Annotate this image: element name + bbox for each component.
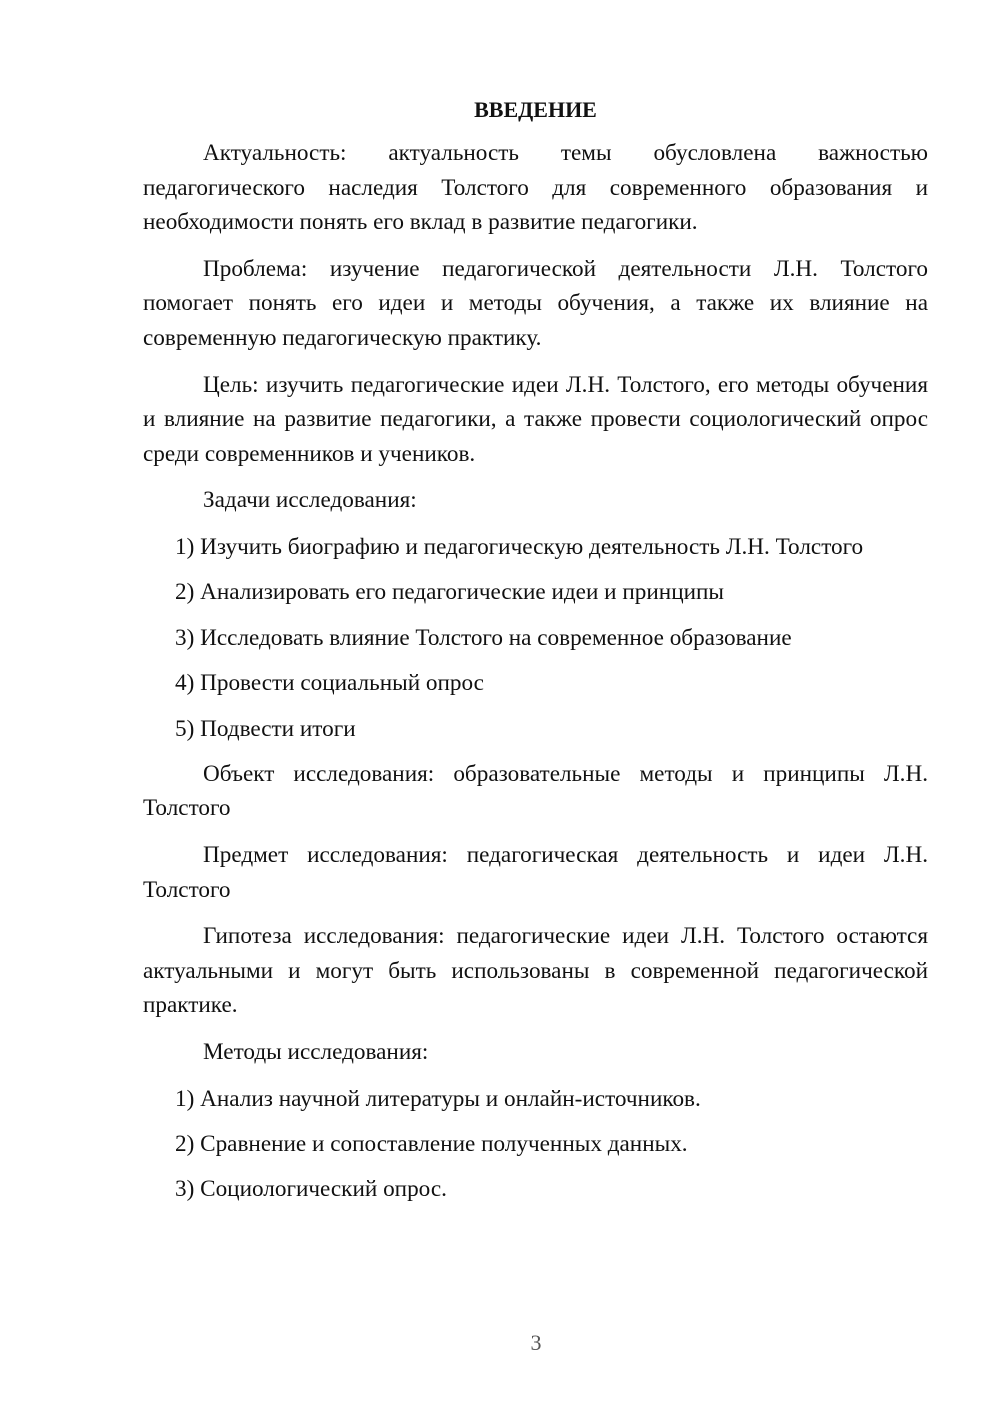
document-page bbox=[143, 92, 928, 1218]
methods-heading: Методы исследования: bbox=[203, 1039, 429, 1066]
hypothesis-paragraph: Гипотеза исследования: педагогические идеи Л.Н. Толстого остаются актуальными и могут быть использованы в современной педагогической практике. bbox=[143, 923, 928, 1019]
task-item: 1) Изучить биографию и педагогическую деятельность Л.Н. Толстого bbox=[175, 533, 864, 560]
subject-paragraph: Предмет исследования: педагогическая деятельность и идеи Л.Н. Толстого bbox=[143, 842, 928, 903]
method-item: 2) Сравнение и сопоставление полученных данных. bbox=[175, 1131, 688, 1158]
task-item: 3) Исследовать влияние Толстого на современное образование bbox=[175, 624, 792, 651]
object-paragraph: Объект исследования: образовательные методы и принципы Л.Н. Толстого bbox=[143, 760, 928, 822]
tasks-list bbox=[143, 530, 928, 746]
method-item: 3) Социологический опрос. bbox=[175, 1176, 447, 1203]
relevance-paragraph: Актуальность: актуальность темы обусловлена важностью педагогического наследия Толстого для современного образования и необходимости понять его вклад в развитие педагогики. bbox=[143, 140, 928, 236]
tasks-heading: Задачи исследования: bbox=[203, 487, 417, 514]
task-item: 2) Анализировать его педагогические идеи и принципы bbox=[175, 579, 725, 606]
methods-list bbox=[143, 1082, 928, 1207]
task-item: 4) Провести социальный опрос bbox=[175, 670, 484, 697]
section-title: ВВЕДЕНИЕ bbox=[474, 97, 597, 122]
method-item: 1) Анализ научной литературы и онлайн-источников. bbox=[175, 1085, 701, 1112]
goal-paragraph: Цель: изучить педагогические идеи Л.Н. Толстого, его методы обучения и влияние на развитие педагогики, а также провести социологический опрос среди современников и учеников. bbox=[143, 371, 928, 467]
problem-paragraph: Проблема: изучение педагогической деятельности Л.Н. Толстого помогает понять его идеи и методы обучения, а также их влияние на современную педагогическую практику. bbox=[143, 255, 928, 351]
page-number: 3 bbox=[530, 1330, 542, 1355]
task-item: 5) Подвести итоги bbox=[175, 715, 356, 742]
